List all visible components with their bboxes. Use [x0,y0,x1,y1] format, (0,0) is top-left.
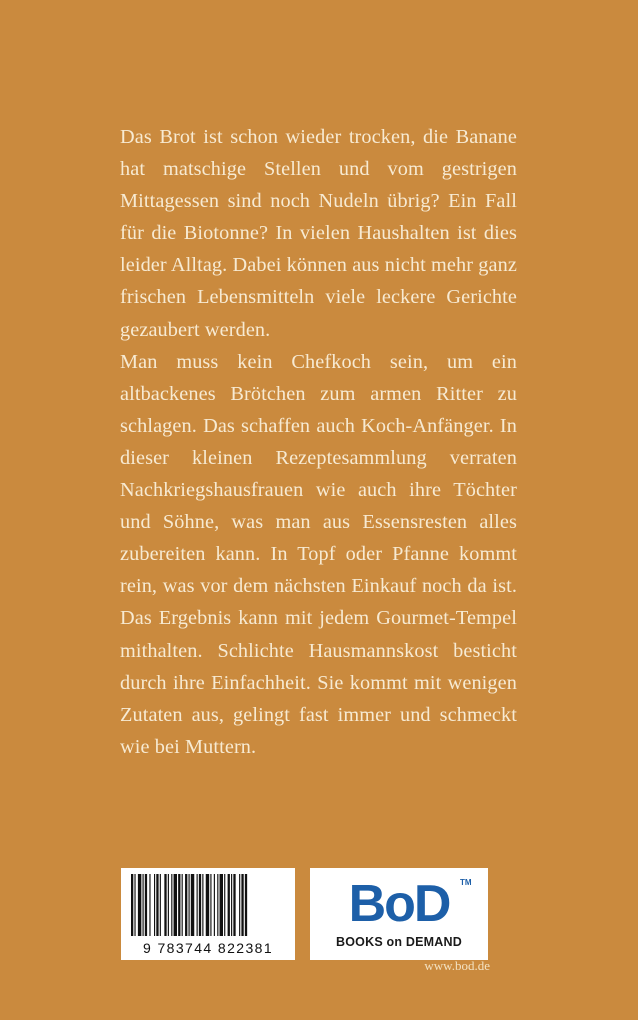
barcode-bar [231,874,232,936]
barcode-bar [131,874,133,936]
barcode-bar [189,874,190,936]
barcode-bar [185,874,187,936]
barcode-bar [241,874,243,936]
barcode-bar [143,874,144,936]
barcode-bar [154,874,155,936]
barcode-bar [182,874,183,936]
barcode-bar [168,874,169,936]
barcode-bar [239,874,240,936]
barcode-bar [220,874,223,936]
barcode-bar [174,874,177,936]
barcode-bars [127,874,289,936]
blurb-text [120,121,517,763]
barcode-bar [191,874,194,936]
blurb-paragraph-1: Das Brot ist schon wieder trocken, die Banane hat matschige Stellen und vom gestrigen Mittagessen sind noch Nudeln übrig? Ein Fall für die Biotonne? In vielen Haushalten ist dies leider Alltag. Dabei können aus nicht mehr ganz frischen Lebensmitteln viele leckere Gerichte gezaubert werden. [120,126,517,341]
barcode-bar [233,874,235,936]
publisher-website: www.bod.de [424,958,490,973]
barcode-bar [214,874,215,936]
barcode-bar [245,874,247,936]
barcode-bar [145,874,147,936]
blurb-paragraph-2: Man muss kein Chefkoch sein, um ein altbackenes Brötchen zum armen Ritter zu schlagen. Das schaffen auch Koch-Anfänger. In dieser kleinen Rezeptesammlung verraten Nachkriegshausfrauen wie auch ihre Töchter und Söhne, was man aus Essensresten alles zubereiten kann. In Topf oder Pfanne kommt rein, was vor dem nächsten Einkauf noch da ist. Das Ergebnis kann mit jedem Gourmet-Tempel mithalten. Schlichte Hausmannskost besticht durch ihre Einfachheit. Sie kommt mit wenigen Zutaten aus, gelingt fast immer und schmeckt wie bei Muttern. [120,350,517,758]
barcode-bar [178,874,180,936]
barcode-bar [164,874,166,936]
barcode-bar [217,874,218,936]
barcode-bar [160,874,161,936]
barcode-bar [210,874,211,936]
barcode-bar [199,874,201,936]
bod-logo-mark: BoD [348,875,450,933]
barcode-bar [228,874,230,936]
trademark-symbol: TM [460,878,472,887]
isbn-barcode [121,868,295,960]
barcode-bar [156,874,158,936]
isbn-number: 9 783744 822381 [143,940,273,956]
barcode-bar [171,874,172,936]
barcode-bar [138,874,141,936]
barcode-bar [197,874,198,936]
barcode-bar [206,874,209,936]
barcode-bar [134,874,135,936]
barcode-bar [202,874,203,936]
publisher-tagline: BOOKS on DEMAND [336,935,462,949]
publisher-logo [310,868,488,960]
barcode-bar [149,874,150,936]
barcode-bar [224,874,225,936]
